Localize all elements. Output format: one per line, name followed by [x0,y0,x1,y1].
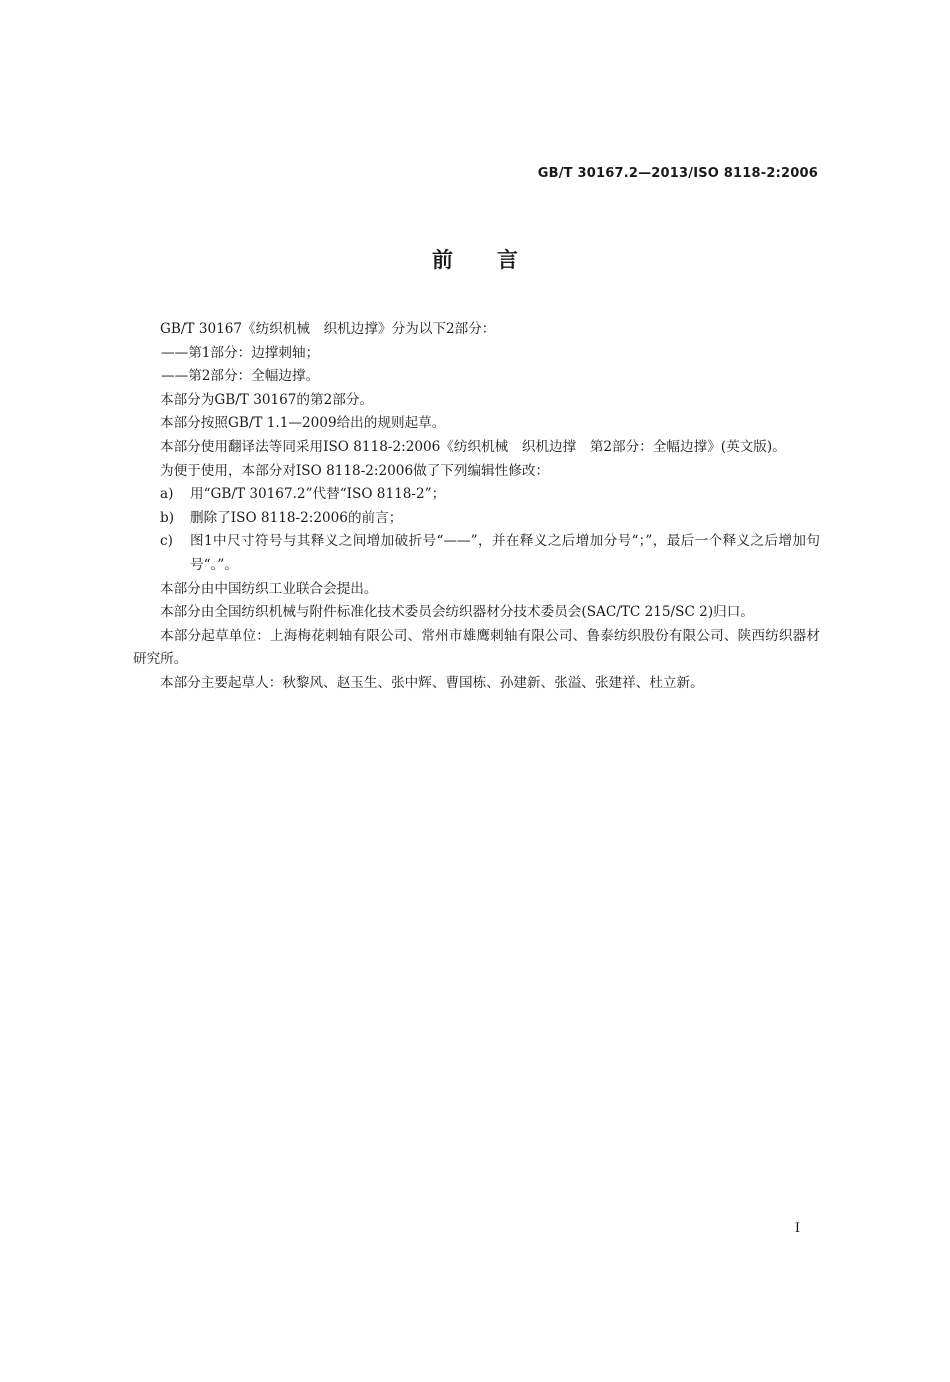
item-label: a) [160,486,174,503]
page-title: 前言 [432,248,562,272]
paragraph-parts-intro: GB/T 30167《纺织机械 织机边撑》分为以下2部分： [160,321,496,337]
standard-code-header: GB/T 30167.2—2013/ISO 8118-2:2006 [537,166,818,181]
item-text: 删除了ISO 8118-2:2006的前言； [190,509,403,526]
part-list-item: ——第1部分：边撑刺轴； [161,344,320,361]
paragraph-drafting-rules: 本部分按照GB/T 1.1—2009给出的规则起草。 [160,415,446,432]
paragraph-drafters: 本部分主要起草人：秋黎风、赵玉生、张中辉、曹国栋、孙建新、张溢、张建祥、杜立新。 [160,674,704,691]
modification-item [133,507,820,531]
paragraph-proposer: 本部分由中国纺织工业联合会提出。 [160,580,378,597]
part-list-item: ——第2部分：全幅边撑。 [161,368,320,385]
paragraph-drafting-units: 本部分起草单位：上海梅花刺轴有限公司、常州市雄鹰刺轴有限公司、鲁泰纺织股份有限公司、陕西纺织器材研究所。 [133,627,820,668]
modification-item [133,483,820,507]
paragraph-jurisdiction: 本部分由全国纺织机械与附件标准化技术委员会纺织器材分技术委员会(SAC/TC 215/SC 2)归口。 [160,604,754,621]
item-label: b) [160,509,175,526]
item-text: 图1中尺寸符号与其释义之间增加破折号“——”，并在释义之后增加分号“；”，最后一个释义之后增加句号“。”。 [190,533,820,573]
paragraph-modifications-intro: 为便于使用，本部分对ISO 8118-2:2006做了下列编辑性修改： [160,462,550,479]
page-number: I [794,1221,800,1236]
item-label: c) [160,533,173,550]
paragraph-adoption: 本部分使用翻译法等同采用ISO 8118-2:2006《纺织机械 织机边撑 第2部分：全幅边撑》(英文版)。 [160,438,786,455]
foreword-body [133,318,820,696]
modification-item [133,530,820,577]
paragraph-part-statement: 本部分为GB/T 30167的第2部分。 [160,391,374,408]
item-text: 用“GB/T 30167.2”代替“ISO 8118-2”； [190,486,446,503]
